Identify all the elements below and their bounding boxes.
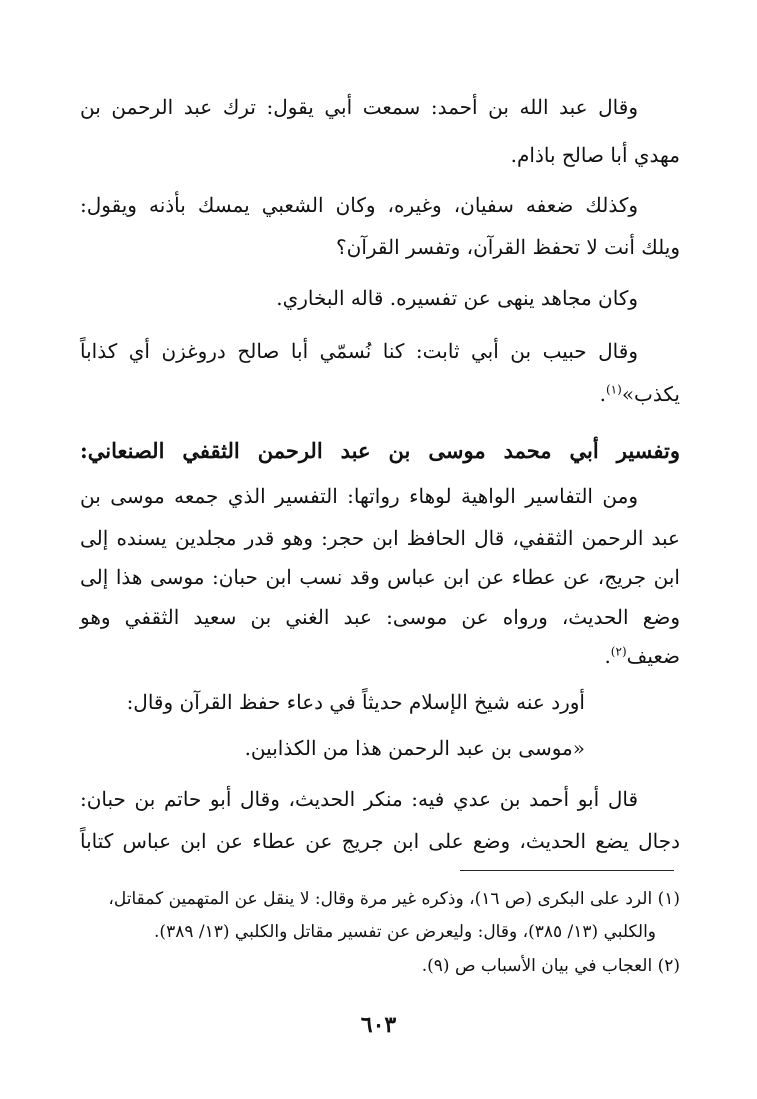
- body-line: [80, 380, 680, 408]
- body-line: [80, 233, 680, 261]
- period: .: [599, 382, 606, 406]
- body-line: [80, 482, 680, 510]
- quoted-line: [80, 688, 680, 716]
- footnote-text: (١) الرد على البكرى (ص ١٦)، وذكره غير مرة وقال: لا ينقل عن المتهمين كمقاتل،: [108, 889, 680, 909]
- footnote: [80, 887, 680, 911]
- line-text: يكذب»: [621, 382, 680, 406]
- footnote: [80, 954, 680, 978]
- section-heading: [80, 437, 680, 465]
- body-line: [80, 827, 680, 855]
- line-text: عبد الرحمن الثقفي، قال الحافظ ابن حجر: وهو قدر مجلدين يسنده إلى: [80, 526, 680, 550]
- body-line: [80, 524, 680, 552]
- line-text: وقال حبيب بن أبي ثابت: كنا نُسمّي أبا صالح دروغزن أي كذاباً: [80, 339, 638, 363]
- footnote-ref-2: (٢): [610, 644, 627, 659]
- body-line: [80, 141, 680, 169]
- footnote-text: والكلبي (١٣/ ٣٨٥)، وقال: وليعرض عن تفسير مقاتل والكلبي (١٣/ ٣٨٩).: [154, 922, 656, 942]
- line-text: مهدي أبا صالح باذام.: [510, 143, 680, 167]
- footnote-text: (٢) العجاب في بيان الأسباب ص (٩).: [421, 956, 680, 976]
- line-text: وضع الحديث، ورواه عن موسى: عبد الغني بن سعيد الثقفي وهو: [80, 605, 680, 629]
- body-line: [80, 603, 680, 631]
- line-text: أورد عنه شيخ الإسلام حديثاً في دعاء حفظ القرآن وقال:: [126, 690, 585, 714]
- body-line: [80, 563, 680, 591]
- heading-text: وتفسير أبي محمد موسى بن عبد الرحمن الثقفي الصنعاني:: [80, 438, 680, 463]
- line-text: دجال يضع الحديث، وضع على ابن جريج عن عطاء عن ابن عباس كتاباً: [80, 829, 680, 853]
- body-line: [80, 93, 680, 121]
- line-text: ويلك أنت لا تحفظ القرآن، وتفسر القرآن؟: [336, 235, 680, 259]
- line-text: وكان مجاهد ينهى عن تفسيره. قاله البخاري.: [276, 286, 638, 310]
- line-text: ومن التفاسير الواهية لوهاء رواتها: التفسير الذي جمعه موسى بن: [80, 484, 638, 508]
- line-text: وقال عبد الله بن أحمد: سمعت أبي يقول: ترك عبد الرحمن بن: [80, 95, 638, 119]
- footnote-ref-1: (١): [605, 382, 622, 397]
- body-line: [80, 284, 680, 312]
- line-text: وكذلك ضعفه سفيان، وغيره، وكان الشعبي يمسك بأذنه ويقول:: [80, 193, 638, 217]
- body-line: [80, 337, 680, 365]
- body-line: [80, 785, 680, 813]
- line-text: ضعيف: [626, 644, 680, 668]
- period: .: [604, 644, 611, 668]
- footnote-separator: [460, 870, 674, 871]
- line-text: قال أبو أحمد بن عدي فيه: منكر الحديث، وقال أبو حاتم بن حبان:: [80, 787, 638, 811]
- page-number: ٦٠٣: [360, 1012, 397, 1038]
- footnote: [80, 920, 680, 944]
- body-line: [80, 642, 680, 670]
- line-text: «موسى بن عبد الرحمن هذا من الكذابين.: [244, 736, 585, 760]
- quoted-line: [80, 734, 680, 762]
- body-line: [80, 191, 680, 219]
- line-text: ابن جريج، عن عطاء عن ابن عباس وقد نسب ابن حبان: موسى هذا إلى: [80, 565, 680, 589]
